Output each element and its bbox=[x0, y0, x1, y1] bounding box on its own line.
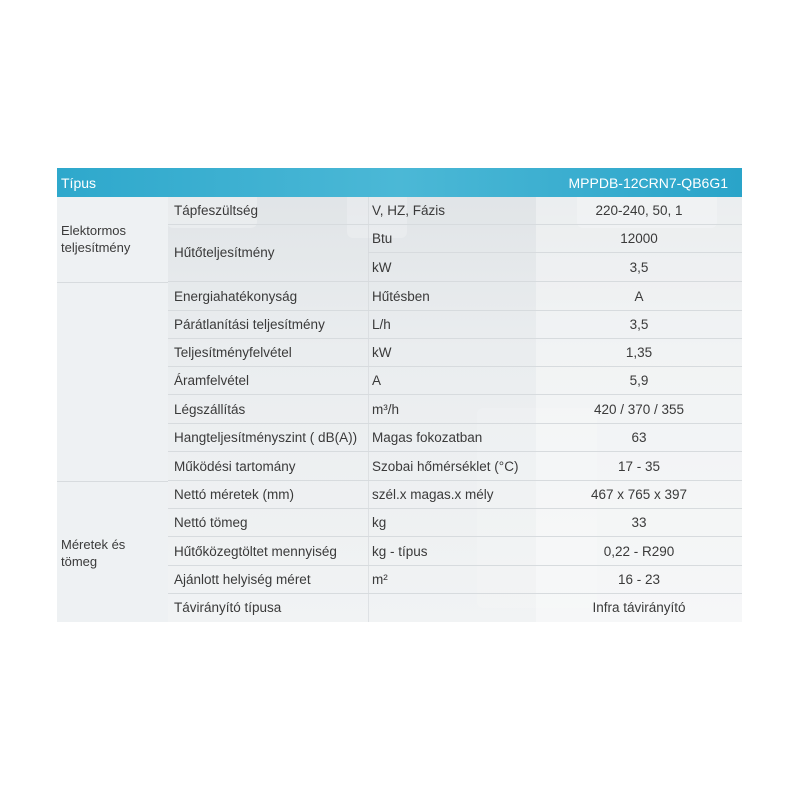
param-name: Működési tartomány bbox=[174, 459, 296, 474]
param-unit: kg bbox=[372, 515, 387, 530]
param-name: Hangteljesítményszint ( dB(A)) bbox=[174, 430, 358, 445]
param-unit: kW bbox=[372, 260, 392, 275]
param-name: Teljesítményfelvétel bbox=[174, 345, 292, 360]
param-unit: m² bbox=[372, 572, 388, 587]
param-name: Tápfeszültség bbox=[174, 203, 259, 218]
param-unit: V, HZ, Fázis bbox=[372, 203, 446, 218]
param-unit: Hűtésben bbox=[372, 289, 430, 304]
table-row bbox=[168, 566, 742, 594]
param-name: Áramfelvétel bbox=[174, 373, 250, 388]
table-row bbox=[168, 339, 742, 367]
param-value: 16 - 23 bbox=[617, 572, 661, 587]
param-value: A bbox=[634, 289, 644, 304]
param-name: Energiahatékonyság bbox=[174, 289, 298, 304]
group-dimensions bbox=[57, 482, 168, 622]
param-unit: m³/h bbox=[372, 402, 399, 417]
row-divider bbox=[368, 252, 742, 253]
param-name: Nettó méretek (mm) bbox=[174, 487, 295, 502]
group-electrical bbox=[57, 197, 168, 282]
table-row bbox=[168, 509, 742, 537]
table-row bbox=[168, 225, 742, 260]
param-value: 33 bbox=[631, 515, 647, 530]
param-name: Hűtőteljesítmény bbox=[174, 245, 275, 260]
param-unit: A bbox=[372, 373, 382, 388]
param-name: Ajánlott helyiség méret bbox=[174, 572, 311, 587]
group-performance bbox=[57, 283, 168, 481]
param-name: Hűtőközegtöltet mennyiség bbox=[174, 544, 337, 559]
param-value: 5,9 bbox=[629, 373, 649, 388]
param-value: 12000 bbox=[620, 231, 658, 246]
type-label: Típus bbox=[61, 175, 97, 191]
param-value: 3,5 bbox=[629, 260, 649, 275]
param-name: Párátlanítási teljesítmény bbox=[174, 317, 325, 332]
param-value: 467 x 765 x 397 bbox=[590, 487, 688, 502]
param-name: Légszállítás bbox=[174, 402, 246, 417]
table-row bbox=[168, 481, 742, 509]
param-name: Távirányító típusa bbox=[174, 600, 282, 615]
param-unit: kg - típus bbox=[372, 544, 428, 559]
table-row bbox=[168, 538, 742, 566]
group-label-electrical: Elektormos teljesítmény bbox=[61, 223, 131, 255]
table-row bbox=[168, 367, 742, 395]
param-value: 17 - 35 bbox=[617, 459, 661, 474]
param-value: 220-240, 50, 1 bbox=[595, 203, 683, 218]
param-unit: kW bbox=[372, 345, 392, 360]
table-row bbox=[168, 254, 742, 282]
spec-table bbox=[57, 168, 742, 622]
param-unit: szél.x magas.x mély bbox=[372, 487, 494, 502]
table-row bbox=[168, 424, 742, 452]
param-value: 3,5 bbox=[629, 317, 649, 332]
param-value: 1,35 bbox=[625, 345, 653, 360]
param-value: Infra távirányító bbox=[592, 600, 686, 615]
table-row bbox=[168, 594, 742, 622]
table-row bbox=[168, 311, 742, 339]
param-unit: Magas fokozatban bbox=[372, 430, 483, 445]
table-row bbox=[168, 197, 742, 225]
table-row bbox=[168, 453, 742, 481]
group-label-dimensions: Méretek és tömeg bbox=[61, 537, 126, 569]
param-name: Nettó tömeg bbox=[174, 515, 248, 530]
param-value: 63 bbox=[631, 430, 647, 445]
param-unit: L/h bbox=[372, 317, 391, 332]
table-row bbox=[168, 396, 742, 424]
table-header bbox=[57, 168, 742, 197]
model-name: MPPDB-12CRN7-QB6G1 bbox=[568, 175, 728, 191]
param-unit: Szobai hőmérséklet (°C) bbox=[372, 459, 519, 474]
param-unit: Btu bbox=[372, 231, 393, 246]
param-value: 420 / 370 / 355 bbox=[593, 402, 685, 417]
param-value: 0,22 - R290 bbox=[603, 544, 675, 559]
table-row bbox=[168, 283, 742, 311]
